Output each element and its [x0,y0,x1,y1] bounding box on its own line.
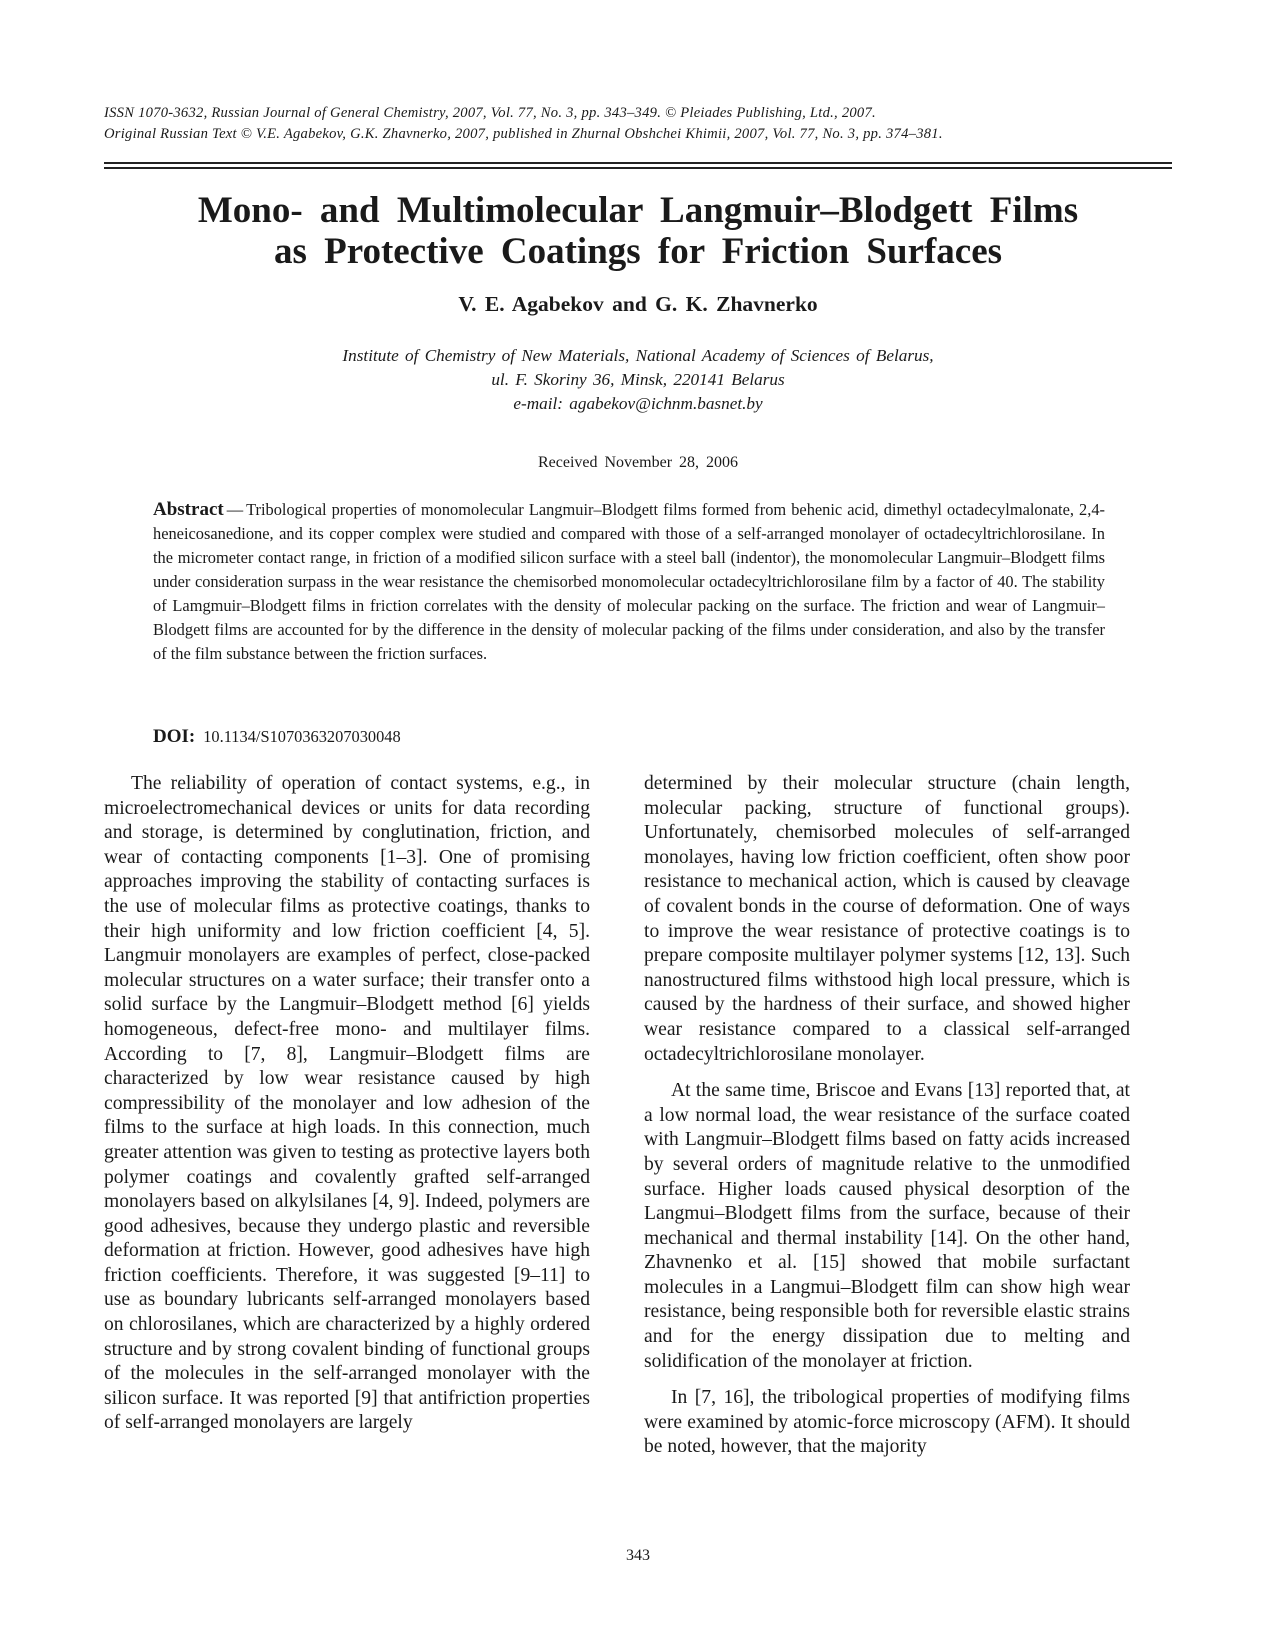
affiliation-address: ul. F. Skoriny 36, Minsk, 220141 Belarus [491,370,785,389]
author-list: V. E. Agabekov and G. K. Zhavnerko [458,292,818,316]
journal-citation-line: ISSN 1070-3632, Russian Journal of General Chemistry, 2007, Vol. 77, No. 3, pp. 343–349. © Pleiades Publishing, Ltd., 2007. [104,105,876,121]
body-column-right [644,772,1130,1460]
affiliation-institute: Institute of Chemistry of New Materials, National Academy of Sciences of Belarus, [342,346,934,365]
body-paragraph: The reliability of operation of contact systems, e.g., in microelectromechanical devices or units for data recording and storage, is determined by conglutination, friction, and wear of contacting components [1–3]. One of promising approaches improving the stability of contacting surfaces is the use of molecular films as protective coatings, thanks to their high uniformity and low friction coefficient [4, 5]. Langmuir monolayers are examples of perfect, close-packed molecular structures on a water surface; their transfer onto a solid surface by the Langmuir–Blodgett method [6] yields homogeneous, defect-free mono- and multilayer films. According to [7, 8], Langmuir–Blodgett films are characterized by low wear resistance caused by high compressibility of the monolayer and low adhesion of the films to the surface at high loads. In this connection, much greater attention was given to testing as protective layers both polymer coatings and covalently grafted self-arranged monolayers based on alkylsilanes [4, 9]. Indeed, polymers are good adhesives, because they undergo plastic and reversible deformation at friction. However, good adhesives have high friction coefficients. Therefore, it was suggested [9–11] to use as boundary lubricants self-arranged monolayers based on chlorosilanes, which are characterized by a highly ordered structure and by strong covalent binding of functional groups of the molecules in the self-arranged monolayer with the silicon surface. It was reported [9] that antifriction properties of self-arranged monolayers are largely [104,773,590,1434]
body-paragraph: At the same time, Briscoe and Evans [13] reported that, at a low normal load, the wear resistance of the surface coated with Langmuir–Blodgett films based on fatty acids increased by several orders of magnitude relative to the unmodified surface. Higher loads caused physical desorption of the Langmui–Blodgett films from the surface, because of their mechanical and thermal instability [14]. On the other hand, Zhavnenko et al. [15] showed that mobile surfactant molecules in a Langmui–Blodgett film can show high wear resistance, being responsible both for reversible elastic strains and for the energy dissipation due to melting and solidification of the monolayer at friction. [644,1080,1130,1372]
body-column-left [104,772,590,1436]
doi-label: DOI: [153,726,196,747]
title-line-1: Mono- and Multimolecular Langmuir–Blodgett Films [197,190,1079,231]
affiliation [104,344,1172,416]
original-text-line: Original Russian Text © V.E. Agabekov, G.K. Zhavnerko, 2007, published in Zhurnal Obshchei Khimii, 2007, Vol. 77, No. 3, pp. 374–381. [104,126,943,142]
doi [153,725,401,749]
body-paragraph: In [7, 16], the tribological properties of modifying films were examined by atomic-force microscopy (AFM). It should be noted, however, that the majority [644,1387,1130,1458]
page-number: 343 [626,1547,650,1564]
abstract [153,498,1105,666]
body-paragraph: determined by their molecular structure (chain length, molecular packing, structure of functional groups). Unfortunately, chemisorbed molecules of self-arranged monolayes, having low friction coefficient, often show poor resistance to mechanical action, which is caused by cleavage of covalent bonds in the course of deformation. One of ways to improve the wear resistance of protective coatings is to prepare composite multilayer polymer systems [12, 13]. Such nanostructured films withstood high local pressure, which is caused by the hardness of their surface, and showed higher wear resistance compared to a classical self-arranged octadecyltrichlorosilane monolayer. [644,773,1130,1065]
title-line-2: as Protective Coatings for Friction Surfaces [273,231,1003,272]
doi-value: 10.1134/S1070363207030048 [203,727,401,746]
double-rule-divider [104,162,1172,169]
affiliation-email: e-mail: agabekov@ichnm.basnet.by [513,394,763,413]
abstract-text: Tribological properties of monomolecular Langmuir–Blodgett films formed from behenic acid, dimethyl octadecylmalonate, 2,4-heneicosanedione, and its copper complex were studied and compared with those of a self-arranged monolayer of octadecyltrichlorosilane. In the micrometer contact range, in friction of a modified silicon surface with a steel ball (indentor), the monomolecular Langmuir–Blodgett films under consideration surpass in the wear resistance the chemisorbed monomolecular octadecyltrichlorosilane film by a factor of 40. The stability of Lamgmuir–Blodgett films in friction correlates with the density of molecular packing on the surface. The friction and wear of Langmuir–Blodgett films are accounted for by the difference in the density of molecular packing of the films under consideration, and also by the transfer of the film substance between the friction surfaces. [153,500,1105,663]
abstract-label: Abstract [153,499,224,520]
abstract-dash: — [226,500,244,519]
article-title [104,190,1172,272]
received-date: Received November 28, 2006 [537,454,739,471]
